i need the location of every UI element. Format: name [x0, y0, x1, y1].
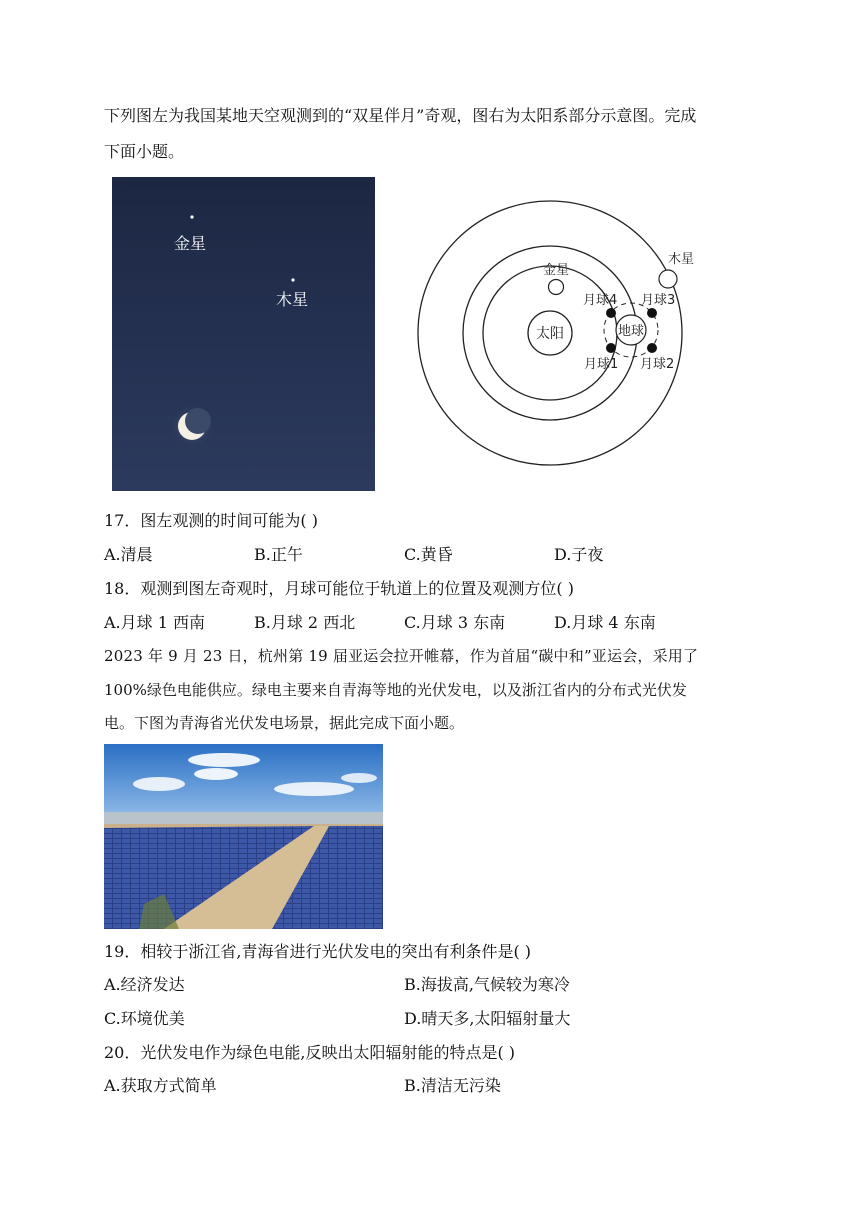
passage2-line2: 100%绿色电能供应。绿电主要来自青海等地的光伏发电，以及浙江省内的分布式光伏发 — [104, 681, 687, 699]
jupiter-dot — [291, 278, 294, 281]
solar-system-diagram — [415, 200, 705, 470]
q19-option-b: B.海拔高,气候较为寒冷 — [404, 975, 570, 994]
passage1-line1: 下列图左为我国某地天空观测到的“双星伴月”奇观，图右为太阳系部分示意图。完成 — [104, 106, 697, 125]
jupiter-diagram-label: 木星 — [667, 252, 695, 267]
q18-stem: 18．观测到图左奇观时，月球可能位于轨道上的位置及观测方位( ) — [104, 579, 574, 598]
q17-stem: 17．图左观测的时间可能为( ) — [104, 511, 318, 530]
venus-dot — [190, 215, 193, 218]
moon-3 — [647, 308, 657, 318]
passage2-line3: 电。下图为青海省光伏发电场景，据此完成下面小题。 — [104, 714, 465, 732]
q20-stem: 20．光伏发电作为绿色电能,反映出太阳辐射能的特点是( ) — [104, 1043, 516, 1062]
venus-planet — [549, 280, 564, 295]
moon-2-label: 月球2 — [640, 357, 675, 372]
venus-diagram-label: 金星 — [542, 263, 570, 278]
q19-option-a: A.经济发达 — [104, 975, 185, 994]
q20-option-a: A.获取方式简单 — [104, 1076, 217, 1095]
q17-option-c: C.黄昏 — [404, 545, 453, 564]
q17-option-d: D.子夜 — [554, 545, 604, 564]
passage1-line2: 下面小题。 — [104, 142, 185, 161]
moon-3-label: 月球3 — [641, 293, 676, 308]
solar-farm-photo — [104, 744, 383, 929]
q19-option-c: C.环境优美 — [104, 1009, 185, 1028]
q18-option-a: A.月球 1 西南 — [104, 613, 205, 632]
q20-option-b: B.清洁无污染 — [404, 1076, 501, 1095]
night-sky-photo — [112, 177, 375, 491]
q19-option-d: D.晴天多,太阳辐射量大 — [404, 1009, 571, 1028]
passage2-line1: 2023 年 9 月 23 日，杭州第 19 届亚运会拉开帷幕，作为首届“碳中和”亚运会，采用了 — [104, 647, 699, 665]
q17-option-b: B.正午 — [254, 545, 303, 564]
earth-label: 地球 — [617, 324, 645, 339]
moon-1-label: 月球1 — [584, 357, 619, 372]
jupiter-label: 木星 — [276, 290, 309, 309]
sun-label: 太阳 — [536, 326, 564, 342]
moon-1 — [606, 343, 616, 353]
q18-option-c: C.月球 3 东南 — [404, 613, 506, 632]
q18-option-b: B.月球 2 西北 — [254, 613, 356, 632]
moon-2 — [647, 343, 657, 353]
q19-stem: 19．相较于浙江省,青海省进行光伏发电的突出有利条件是( ) — [104, 942, 532, 961]
q17-option-a: A.清晨 — [104, 545, 153, 564]
moon-4-label: 月球4 — [583, 293, 618, 308]
jupiter-planet — [659, 270, 677, 288]
q18-option-d: D.月球 4 东南 — [554, 613, 656, 632]
moon-4 — [606, 308, 616, 318]
venus-label: 金星 — [174, 234, 207, 253]
